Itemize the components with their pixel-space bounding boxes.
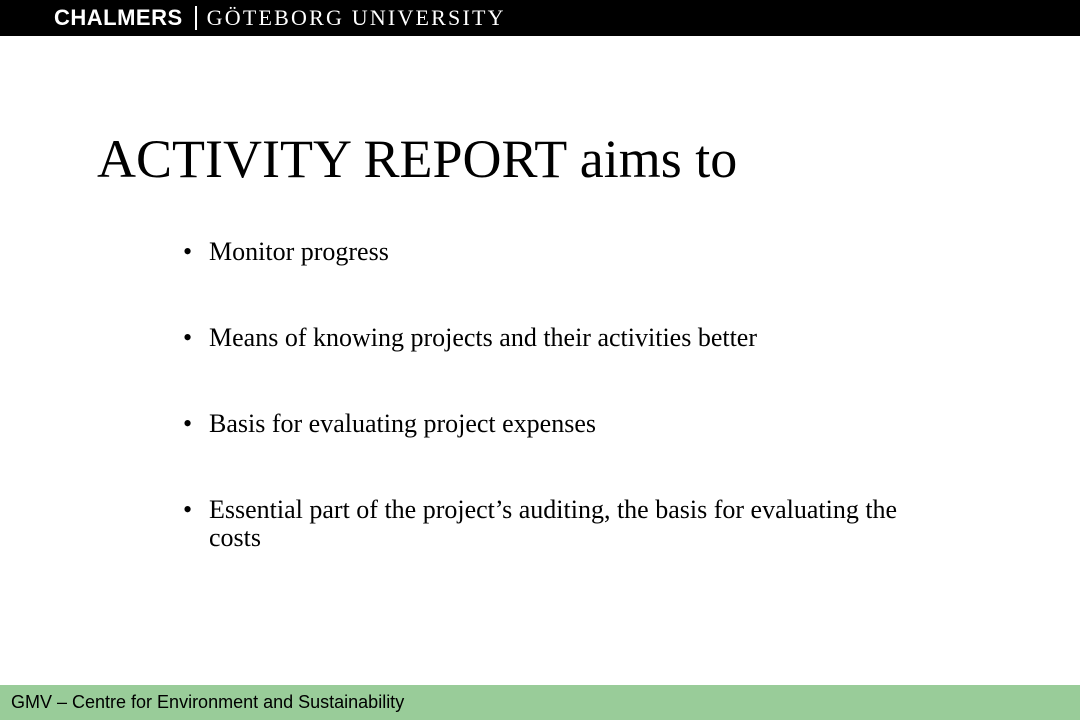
brand-chalmers: CHALMERS: [54, 5, 183, 30]
header-bar: [0, 0, 1080, 36]
bullet-dot-icon: •: [183, 323, 193, 352]
bullet-dot-icon: •: [183, 495, 193, 524]
bullet-item: [183, 238, 943, 266]
bullet-text: Essential part of the project’s auditing, the basis for evaluating the costs: [209, 495, 898, 552]
university-logo: [54, 0, 506, 36]
slide-title: ACTIVITY REPORT aims to: [97, 129, 738, 189]
bullet-text: Monitor progress: [209, 237, 389, 266]
bullet-item: [183, 496, 943, 552]
bullet-dot-icon: •: [183, 409, 193, 438]
footer-bar: [0, 685, 1080, 720]
bullet-item: [183, 324, 943, 352]
bullet-item: [183, 410, 943, 438]
bullet-dot-icon: •: [183, 237, 193, 266]
brand-divider: [195, 6, 197, 30]
bullet-text: Basis for evaluating project expenses: [209, 409, 596, 438]
bullet-list: [183, 238, 943, 552]
bullet-text: Means of knowing projects and their activities better: [209, 323, 758, 352]
brand-goteborg-university: GÖTEBORG UNIVERSITY: [206, 5, 506, 30]
footer-text: GMV – Centre for Environment and Sustainability: [11, 692, 405, 712]
